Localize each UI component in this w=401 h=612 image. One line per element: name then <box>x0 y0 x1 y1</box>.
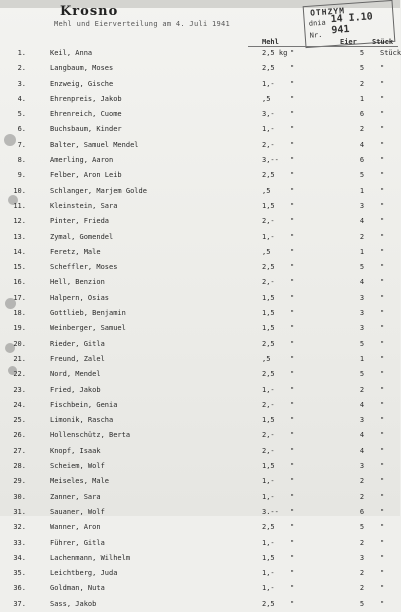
row-number: 30. <box>13 492 26 501</box>
row-flour-amount: 2,5 <box>262 339 275 348</box>
row-ditto-mark: " <box>290 354 295 363</box>
row-number: 10. <box>13 186 26 195</box>
row-name: Pinter, Frieda <box>50 217 110 226</box>
stamp-date: 14 I.10 941 <box>330 11 374 37</box>
row-name: Lachenmann, Wilhelm <box>50 553 131 562</box>
row-flour-amount: 3,- <box>262 110 275 119</box>
row-unit: " <box>380 339 385 348</box>
row-ditto-mark: " <box>290 79 295 88</box>
row-name: Scheiem, Wolf <box>50 462 105 471</box>
row-ditto-mark: " <box>290 385 295 394</box>
row-ditto-mark: " <box>290 232 295 241</box>
row-unit: " <box>380 385 385 394</box>
row-name: Knopf, Isaak <box>50 446 101 455</box>
row-egg-count: 2 <box>359 232 365 241</box>
row-egg-count: 4 <box>359 217 365 226</box>
document-title: Krosno <box>60 4 119 19</box>
row-unit: " <box>380 309 385 318</box>
row-number: 21. <box>13 354 26 363</box>
row-egg-count: 5 <box>359 49 365 57</box>
row-flour-amount: 2,5 <box>262 171 275 180</box>
row-unit: " <box>380 523 385 532</box>
row-flour-amount: 2,- <box>262 400 275 409</box>
row-name: Fried, Jakob <box>50 385 101 394</box>
row-egg-count: 3 <box>359 309 365 318</box>
row-flour-amount: 3.-- <box>262 507 279 516</box>
list-row <box>0 398 400 413</box>
row-number: 25. <box>13 416 26 425</box>
ink-blot <box>5 298 16 309</box>
row-name: Limonik, Rascha <box>50 416 114 425</box>
row-unit: " <box>380 477 385 486</box>
row-flour-amount: 3,-- <box>262 156 279 165</box>
row-number: 37. <box>13 599 26 608</box>
row-number: 34. <box>13 553 26 562</box>
row-flour-amount: 1,- <box>262 385 275 394</box>
ink-blot <box>5 343 15 353</box>
row-number: 16. <box>13 278 26 287</box>
row-flour-amount: 1,5 <box>262 309 275 318</box>
row-unit: " <box>380 263 385 272</box>
list-row <box>0 383 400 398</box>
row-flour-amount: 1,- <box>262 569 275 578</box>
row-egg-count: 3 <box>359 462 365 471</box>
row-name: Nord, Mendel <box>50 370 101 379</box>
row-flour-amount: 2,5 kg <box>262 49 288 57</box>
list-row <box>0 459 400 474</box>
row-name: Führer, Gitla <box>50 538 105 547</box>
row-number: 26. <box>13 431 26 440</box>
row-number: 4. <box>17 94 26 103</box>
row-name: Hollenschütz, Berta <box>50 431 131 440</box>
row-flour-amount: 2,5 <box>262 370 275 379</box>
row-ditto-mark: " <box>290 553 295 562</box>
row-egg-count: 3 <box>359 416 365 425</box>
row-number: 23. <box>13 385 26 394</box>
row-name: Ehrenreich, Cuome <box>50 110 122 119</box>
row-ditto-mark: " <box>290 416 295 425</box>
row-flour-amount: 1,5 <box>262 201 275 210</box>
row-flour-amount: 1,5 <box>262 462 275 471</box>
list-row <box>0 275 400 290</box>
row-number: 20. <box>13 339 26 348</box>
row-egg-count: 5 <box>359 171 365 180</box>
row-egg-count: 2 <box>359 477 365 486</box>
row-egg-count: 2 <box>359 125 365 134</box>
row-flour-amount: 1,- <box>262 125 275 134</box>
row-egg-count: 5 <box>359 599 365 608</box>
row-flour-amount: ,5 <box>262 247 271 256</box>
row-ditto-mark: " <box>290 94 295 103</box>
row-number: 24. <box>13 400 26 409</box>
row-name: Halpern, Osias <box>50 293 110 302</box>
row-ditto-mark: " <box>290 569 295 578</box>
row-number: 11. <box>13 201 26 210</box>
list-row <box>0 153 400 168</box>
row-number: 9. <box>17 171 26 180</box>
row-flour-amount: 2,5 <box>262 263 275 272</box>
row-unit: " <box>380 293 385 302</box>
row-flour-amount: 2,5 <box>262 599 275 608</box>
row-number: 18. <box>13 309 26 318</box>
list-row <box>0 490 400 505</box>
row-flour-amount: ,5 <box>262 94 271 103</box>
list-row <box>0 230 400 245</box>
row-flour-amount: 1,5 <box>262 553 275 562</box>
document-subtitle: Mehl und Eierverteilung am 4. Juli 1941 <box>54 20 231 28</box>
row-number: 29. <box>13 477 26 486</box>
row-ditto-mark: " <box>290 49 295 57</box>
list-row <box>0 597 400 612</box>
row-unit: " <box>380 599 385 608</box>
row-flour-amount: 1,5 <box>262 416 275 425</box>
row-egg-count: 6 <box>359 110 365 119</box>
row-name: Feretz, Male <box>50 247 101 256</box>
ink-blot <box>8 366 17 375</box>
row-unit: " <box>380 64 385 73</box>
row-ditto-mark: " <box>290 64 295 73</box>
row-ditto-mark: " <box>290 477 295 486</box>
list-row <box>0 61 400 76</box>
row-egg-count: 2 <box>359 538 365 547</box>
row-unit: " <box>380 354 385 363</box>
row-name: Sauaner, Wolf <box>50 507 105 516</box>
list-row <box>0 428 400 443</box>
row-egg-count: 4 <box>359 278 365 287</box>
row-number: 1. <box>17 49 26 57</box>
row-name: Schlanger, Marjem Golde <box>50 186 147 195</box>
list-row <box>0 367 400 382</box>
list-row <box>0 92 400 107</box>
row-number: 15. <box>13 263 26 272</box>
row-unit: " <box>380 247 385 256</box>
row-egg-count: 4 <box>359 140 365 149</box>
row-name: Rieder, Gitla <box>50 339 105 348</box>
row-ditto-mark: " <box>290 125 295 134</box>
row-egg-count: 2 <box>359 385 365 394</box>
row-name: Balter, Samuel Mendel <box>50 140 139 149</box>
row-egg-count: 3 <box>359 324 365 333</box>
row-egg-count: 5 <box>359 339 365 348</box>
column-header-mehl: Mehl <box>262 38 279 46</box>
row-ditto-mark: " <box>290 263 295 272</box>
row-name: Goldman, Nuta <box>50 584 105 593</box>
row-name: Felber, Aron Leib <box>50 171 122 180</box>
row-ditto-mark: " <box>290 186 295 195</box>
row-unit: " <box>380 370 385 379</box>
row-ditto-mark: " <box>290 171 295 180</box>
row-number: 6. <box>17 125 26 134</box>
row-number: 35. <box>13 569 26 578</box>
row-unit: " <box>380 431 385 440</box>
row-unit: " <box>380 110 385 119</box>
row-name: Weinberger, Samuel <box>50 324 126 333</box>
ink-blot <box>4 134 16 146</box>
row-name: Langbaum, Moses <box>50 64 114 73</box>
list-row <box>0 413 400 428</box>
list-row <box>0 566 400 581</box>
row-number: 19. <box>13 324 26 333</box>
row-unit: " <box>380 416 385 425</box>
row-ditto-mark: " <box>290 599 295 608</box>
row-name: Gottlieb, Benjamin <box>50 309 126 318</box>
row-ditto-mark: " <box>290 339 295 348</box>
row-egg-count: 5 <box>359 263 365 272</box>
row-number: 13. <box>13 232 26 241</box>
row-flour-amount: 1,- <box>262 232 275 241</box>
row-ditto-mark: " <box>290 370 295 379</box>
row-ditto-mark: " <box>290 431 295 440</box>
list-row <box>0 581 400 596</box>
row-number: 36. <box>13 584 26 593</box>
list-row <box>0 122 400 137</box>
row-number: 12. <box>13 217 26 226</box>
row-egg-count: 4 <box>359 431 365 440</box>
row-egg-count: 5 <box>359 64 365 73</box>
row-name: Zymal, Gomendel <box>50 232 114 241</box>
row-ditto-mark: " <box>290 217 295 226</box>
row-egg-count: 6 <box>359 507 365 516</box>
list-row <box>0 245 400 260</box>
row-name: Scheffler, Moses <box>50 263 118 272</box>
row-ditto-mark: " <box>290 278 295 287</box>
row-unit: " <box>380 125 385 134</box>
row-unit: " <box>380 156 385 165</box>
row-egg-count: 1 <box>359 247 365 256</box>
row-unit: " <box>380 507 385 516</box>
row-ditto-mark: " <box>290 400 295 409</box>
row-flour-amount: 2,- <box>262 278 275 287</box>
row-number: 2. <box>17 64 26 73</box>
row-flour-amount: 1,5 <box>262 293 275 302</box>
column-header-stueck: Stück <box>372 38 394 46</box>
row-egg-count: 3 <box>359 553 365 562</box>
row-ditto-mark: " <box>290 156 295 165</box>
row-unit: " <box>380 140 385 149</box>
list-row <box>0 199 400 214</box>
stamp-text-1: OTHZYM <box>309 6 346 18</box>
row-flour-amount: 1,- <box>262 538 275 547</box>
list-row <box>0 46 400 61</box>
row-flour-amount: 2,- <box>262 140 275 149</box>
row-egg-count: 4 <box>359 400 365 409</box>
row-egg-count: 4 <box>359 446 365 455</box>
row-flour-amount: 1,- <box>262 477 275 486</box>
row-unit: " <box>380 553 385 562</box>
row-flour-amount: 2,- <box>262 217 275 226</box>
row-unit: " <box>380 186 385 195</box>
row-ditto-mark: " <box>290 538 295 547</box>
row-egg-count: 2 <box>359 79 365 88</box>
row-ditto-mark: " <box>290 140 295 149</box>
row-number: 28. <box>13 462 26 471</box>
list-row <box>0 474 400 489</box>
row-name: Wanner, Aron <box>50 523 101 532</box>
row-flour-amount: ,5 <box>262 186 271 195</box>
row-flour-amount: 1,- <box>262 584 275 593</box>
row-egg-count: 1 <box>359 354 365 363</box>
row-unit: " <box>380 201 385 210</box>
row-number: 3. <box>17 79 26 88</box>
row-egg-count: 1 <box>359 94 365 103</box>
column-header-eier: Eier <box>340 38 357 46</box>
row-ditto-mark: " <box>290 523 295 532</box>
row-number: 22. <box>13 370 26 379</box>
row-number: 8. <box>17 156 26 165</box>
row-unit: " <box>380 232 385 241</box>
row-egg-count: 3 <box>359 293 365 302</box>
stamp-text-3: Nr. <box>309 30 323 40</box>
list-row <box>0 337 400 352</box>
row-egg-count: 2 <box>359 492 365 501</box>
row-name: Amerling, Aaron <box>50 156 114 165</box>
row-ditto-mark: " <box>290 446 295 455</box>
ration-list <box>0 46 400 612</box>
row-number: 7. <box>17 140 26 149</box>
row-unit: " <box>380 79 385 88</box>
row-ditto-mark: " <box>290 507 295 516</box>
list-row <box>0 536 400 551</box>
row-number: 31. <box>13 507 26 516</box>
row-unit: " <box>380 584 385 593</box>
row-ditto-mark: " <box>290 324 295 333</box>
row-ditto-mark: " <box>290 110 295 119</box>
row-number: 32. <box>13 523 26 532</box>
row-name: Kleinstein, Sara <box>50 201 118 210</box>
row-name: Enzweig, Gische <box>50 79 114 88</box>
row-unit: " <box>380 538 385 547</box>
list-row <box>0 352 400 367</box>
row-number: 33. <box>13 538 26 547</box>
row-name: Keil, Anna <box>50 49 93 57</box>
row-name: Freund, Zalel <box>50 354 105 363</box>
row-unit: " <box>380 569 385 578</box>
row-ditto-mark: " <box>290 201 295 210</box>
row-egg-count: 3 <box>359 201 365 210</box>
row-flour-amount: 2,5 <box>262 64 275 73</box>
row-number: 5. <box>17 110 26 119</box>
row-egg-count: 2 <box>359 584 365 593</box>
row-ditto-mark: " <box>290 293 295 302</box>
row-unit: " <box>380 324 385 333</box>
list-row <box>0 444 400 459</box>
list-row <box>0 321 400 336</box>
row-flour-amount: 2,5 <box>262 523 275 532</box>
row-name: Meiseles, Male <box>50 477 110 486</box>
row-name: Buchsbaum, Kinder <box>50 125 122 134</box>
row-ditto-mark: " <box>290 584 295 593</box>
list-row <box>0 107 400 122</box>
row-unit: " <box>380 400 385 409</box>
row-unit: Stück <box>380 49 401 57</box>
row-flour-amount: ,5 <box>262 354 271 363</box>
row-number: 17. <box>13 293 26 302</box>
list-row <box>0 505 400 520</box>
list-row <box>0 184 400 199</box>
row-flour-amount: 1,- <box>262 79 275 88</box>
row-ditto-mark: " <box>290 309 295 318</box>
row-flour-amount: 1,- <box>262 492 275 501</box>
list-row <box>0 77 400 92</box>
row-unit: " <box>380 94 385 103</box>
row-name: Leichtberg, Juda <box>50 569 118 578</box>
row-egg-count: 2 <box>359 569 365 578</box>
row-unit: " <box>380 217 385 226</box>
row-flour-amount: 2,- <box>262 431 275 440</box>
list-row <box>0 168 400 183</box>
row-egg-count: 5 <box>359 370 365 379</box>
row-ditto-mark: " <box>290 492 295 501</box>
row-unit: " <box>380 492 385 501</box>
row-unit: " <box>380 278 385 287</box>
row-egg-count: 1 <box>359 186 365 195</box>
row-ditto-mark: " <box>290 462 295 471</box>
list-row <box>0 214 400 229</box>
row-egg-count: 5 <box>359 523 365 532</box>
row-ditto-mark: " <box>290 247 295 256</box>
list-row <box>0 551 400 566</box>
row-name: Ehrenpreis, Jakob <box>50 94 122 103</box>
row-name: Fischbein, Genia <box>50 400 118 409</box>
row-unit: " <box>380 171 385 180</box>
list-row <box>0 520 400 535</box>
row-name: Hell, Benzion <box>50 278 105 287</box>
list-row <box>0 291 400 306</box>
row-number: 27. <box>13 446 26 455</box>
ink-blot <box>8 195 18 205</box>
row-number: 14. <box>13 247 26 256</box>
row-name: Sass, Jakob <box>50 599 97 608</box>
row-name: Zanner, Sara <box>50 492 101 501</box>
stamp-text-2: dnia <box>308 18 326 28</box>
list-row <box>0 138 400 153</box>
row-unit: " <box>380 462 385 471</box>
row-egg-count: 6 <box>359 156 365 165</box>
list-row <box>0 260 400 275</box>
list-row <box>0 306 400 321</box>
row-flour-amount: 1,5 <box>262 324 275 333</box>
row-flour-amount: 2,- <box>262 446 275 455</box>
row-unit: " <box>380 446 385 455</box>
